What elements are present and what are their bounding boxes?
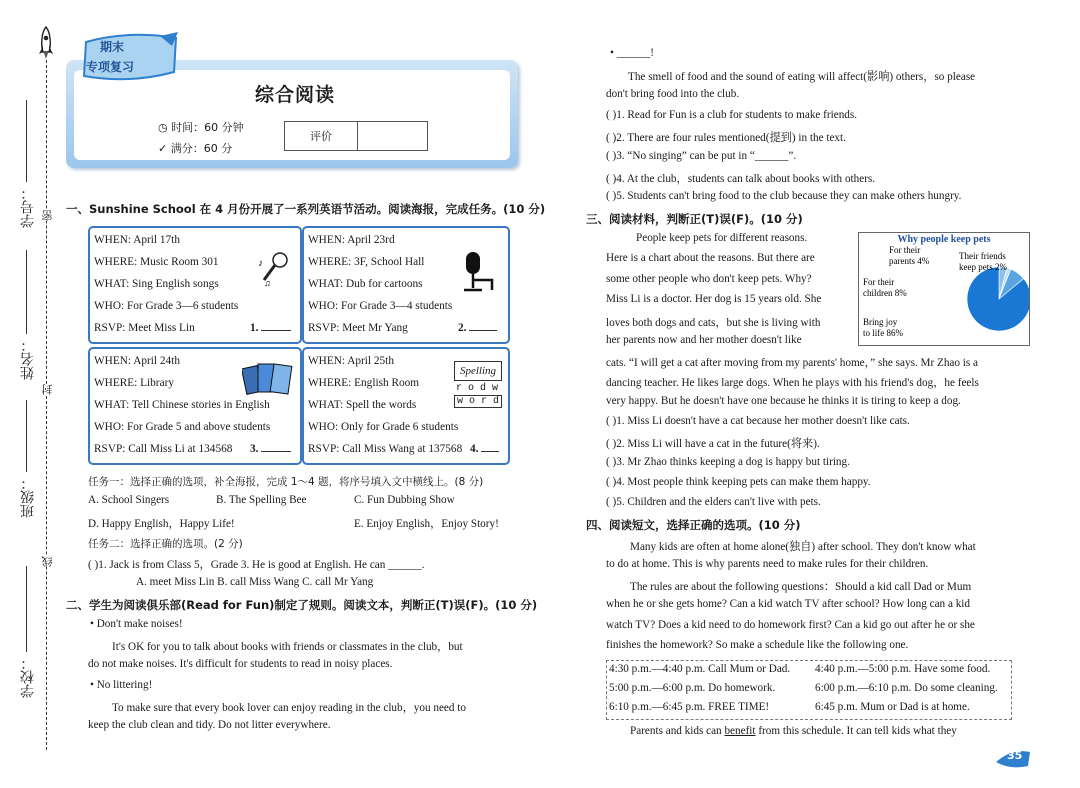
poster1-rsvp: RSVP: Meet Miss Lin xyxy=(94,322,195,334)
pie-label-1: For their xyxy=(889,245,921,255)
pie-label-1: parents 4% xyxy=(889,256,930,266)
option-a: A. School Singers xyxy=(88,494,170,506)
pet-reasons-chart xyxy=(858,232,1030,346)
pie-label-2: Their friends xyxy=(959,251,1006,261)
section1-heading: 一、Sunshine School 在 4 月份开展了一系列英语节活动。阅读海报，完成任务。(10 分) xyxy=(66,202,546,216)
poster-2 xyxy=(302,226,510,344)
scrambled-letters: r o d w xyxy=(456,383,499,394)
poster3-rsvp: RSVP: Call Miss Li at 134568 xyxy=(94,443,233,455)
poster-4 xyxy=(302,347,510,465)
schedule-row2-col1: 5:00 p.m.—6:00 p.m. Do homework. xyxy=(609,682,776,694)
page-title: 综合阅读 xyxy=(254,84,335,106)
task1-instruction: 任务一：选择正确的选项，补全海报，完成 1～4 题，将序号填入文中横线上。(8 分) xyxy=(88,476,484,488)
poster3-what: WHAT: Tell Chinese stories in English xyxy=(94,399,270,411)
pie-svg xyxy=(859,233,1029,345)
cut-sealed-mark: 封 xyxy=(41,384,54,395)
s4-line-6: finishes the homework? So make a schedule like the following one. xyxy=(606,639,909,651)
s3-line-3: some other people who don't keep pets. Why? xyxy=(606,273,812,285)
name-label: 姓名： xyxy=(20,338,36,380)
binding-dash-line xyxy=(46,60,47,750)
poster4-rsvp: RSVP: Call Miss Wang at 137568 xyxy=(308,443,463,455)
s4-line-5: watch TV? Does a kid need to do homework first? Can a kid go out after he or she xyxy=(606,619,975,631)
poster3-where: WHERE: Library xyxy=(94,377,174,389)
pie-label-4: to life 86% xyxy=(863,328,903,338)
pie-label-2: keep pets 2% xyxy=(959,262,1007,272)
rule2-text-b: keep the club clean and tidy. Do not litter everywhere. xyxy=(88,719,331,731)
schedule-table xyxy=(606,660,1012,720)
option-d: D. Happy English，Happy Life! xyxy=(88,518,235,530)
s2-question-3[interactable]: ( )3. “No singing” can be put in “______”. xyxy=(606,150,797,162)
s4-line-4: when he or she gets home? Can a kid watch TV after school? How long can a kid xyxy=(606,598,971,610)
s3-question-3[interactable]: ( )3. Mr Zhao thinks keeping a dog is happy but tiring. xyxy=(606,456,850,468)
badge-line1: 期末 xyxy=(100,40,125,54)
svg-text:♪: ♪ xyxy=(258,258,263,269)
poster-3 xyxy=(88,347,302,465)
rule1-text-a: It's OK for you to talk about books with friends or classmates in the club，but xyxy=(112,641,463,653)
s2-question-1[interactable]: ( )1. Read for Fun is a club for students to make friends. xyxy=(606,109,858,121)
rocket-icon xyxy=(36,26,56,60)
poster2-rsvp: RSVP: Meet Mr Yang xyxy=(308,322,408,334)
class-label: 班级： xyxy=(20,476,36,518)
word-tiles: w o r d xyxy=(454,395,502,408)
rule2-title: • No littering! xyxy=(90,679,153,691)
poster1-when: WHEN: April 17th xyxy=(94,234,180,246)
poster3-answer[interactable]: 3. xyxy=(250,443,291,455)
s3-question-1[interactable]: ( )1. Miss Li doesn't have a cat because her mother doesn't like cats. xyxy=(606,415,910,427)
full-score: ✓ 满分：60 分 xyxy=(158,142,233,155)
s2-question-5[interactable]: ( )5. Students can't bring food to the club because they can make others hungry. xyxy=(606,190,962,202)
pie-label-3: children 8% xyxy=(863,288,907,298)
pie-label-4: Bring joy xyxy=(863,317,898,327)
poster4-who: WHO: Only for Grade 6 students xyxy=(308,421,459,433)
s3-question-2[interactable]: ( )2. Miss Li will have a cat in the future(将来). xyxy=(606,438,820,450)
option-e: E. Enjoy English，Enjoy Story! xyxy=(354,518,499,530)
s3-line-7: cats. “I will get a cat after moving from my parents' home，” she says. Mr Zhao is a xyxy=(606,357,979,369)
task2-instruction: 任务二：选择正确的选项。(2 分) xyxy=(88,538,243,550)
underlined-word: benefit xyxy=(724,725,756,737)
s2-question-2[interactable]: ( )2. There are four rules mentioned(提到) in the text. xyxy=(606,132,846,144)
student-no-field[interactable] xyxy=(26,100,27,182)
poster4-what: WHAT: Spell the words xyxy=(308,399,417,411)
s3-line-5: loves both dogs and cats，but she is living with xyxy=(606,317,821,329)
s3-line-1: People keep pets for different reasons. xyxy=(636,232,808,244)
poster-1 xyxy=(88,226,302,344)
rule3-text-a: The smell of food and the sound of eating will affect(影响) others，so please xyxy=(628,71,976,83)
books-icon xyxy=(242,361,296,399)
poster4-answer[interactable]: 4. xyxy=(470,443,499,455)
option-c: C. Fun Dubbing Show xyxy=(354,494,455,506)
poster2-answer[interactable]: 2. xyxy=(458,322,497,334)
student-no-label: 学号： xyxy=(20,186,36,228)
time-text: 时间：60 分钟 xyxy=(171,121,244,134)
section2-heading: 二、学生为阅读俱乐部(Read for Fun)制定了规则。阅读文本，判断正(T)误(F)。(10 分) xyxy=(66,598,538,612)
schedule-row1-col1: 4:30 p.m.—4:40 p.m. Call Mum or Dad. xyxy=(609,663,791,675)
badge-line2: 专项复习 xyxy=(86,60,135,74)
s3-line-8: dancing teacher. He likes large dogs. When he plays with his friend's dog，he feels xyxy=(606,377,979,389)
chart-title: Why people keep pets xyxy=(897,234,991,245)
studio-mic-icon xyxy=(458,250,502,294)
s3-line-6: her parents now and her mother doesn't like xyxy=(606,334,802,346)
s4-line-7a: Parents and kids can xyxy=(630,725,725,737)
pie-label-3: For their xyxy=(863,277,895,287)
task2-options: A. meet Miss Lin B. call Miss Wang C. call Mr Yang xyxy=(136,576,374,588)
schedule-row2-col2: 6:00 p.m.—6:10 p.m. Do some cleaning. xyxy=(815,682,998,694)
poster4-when: WHEN: April 25th xyxy=(308,355,394,367)
s4-line-7c: from this schedule. It can tell kids what they xyxy=(755,725,957,737)
task2-question[interactable]: ( )1. Jack is from Class 5，Grade 3. He is good at English. He can ______. xyxy=(88,559,425,571)
s4-line-1: Many kids are often at home alone(独自) after school. They don't know what xyxy=(630,541,976,553)
section4-heading: 四、阅读短文，选择正确的选项。(10 分) xyxy=(586,518,801,532)
schedule-row3-col1: 6:10 p.m.—6:45 p.m. FREE TIME! xyxy=(609,701,770,713)
cut-line-mark: 线 xyxy=(41,556,54,567)
s3-line-9: very happy. But he doesn't have one because he thinks it is tiring to keep a dog. xyxy=(606,395,961,407)
microphone-icon xyxy=(256,250,292,288)
poster2-who: WHO: For Grade 3—4 students xyxy=(308,300,453,312)
school-label: 学校： xyxy=(20,656,36,698)
schedule-row1-col2: 4:40 p.m.—5:00 p.m. Have some food. xyxy=(815,663,991,675)
cut-seal-mark: 密 xyxy=(41,210,54,221)
school-field[interactable] xyxy=(26,566,27,652)
full-score-text: 满分：60 分 xyxy=(170,142,233,155)
rule3-blank[interactable]: • ______! xyxy=(610,47,655,59)
poster1-where: WHERE: Music Room 301 xyxy=(94,256,219,268)
s4-line-2: to do at home. This is why parents need to make rules for their children. xyxy=(606,558,929,570)
class-field[interactable] xyxy=(26,400,27,472)
poster1-what: WHAT: Sing English songs xyxy=(94,278,219,290)
s3-question-4[interactable]: ( )4. Most people think keeping pets can make them happy. xyxy=(606,476,871,488)
evaluation-box xyxy=(284,121,428,151)
evaluation-label: 评价 xyxy=(285,122,358,150)
poster3-who: WHO: For Grade 5 and above students xyxy=(94,421,271,433)
s3-question-5[interactable]: ( )5. Children and the elders can't live with pets. xyxy=(606,496,821,508)
spelling-card: Spelling xyxy=(454,361,502,381)
s3-line-4: Miss Li is a doctor. Her dog is 15 years old. She xyxy=(606,293,822,305)
s4-line-7 xyxy=(630,725,957,737)
s4-line-3: The rules are about the following questions：Should a kid call Dad or Mum xyxy=(630,581,972,593)
time-limit: ◷ 时间：60 分钟 xyxy=(158,121,244,134)
s2-question-4[interactable]: ( )4. At the club，students can talk about books with others. xyxy=(606,173,876,185)
poster2-when: WHEN: April 23rd xyxy=(308,234,395,246)
poster1-answer[interactable]: 1. xyxy=(250,322,291,334)
name-field[interactable] xyxy=(26,250,27,334)
svg-text:♫: ♫ xyxy=(264,278,271,288)
rule2-text-a: To make sure that every book lover can enjoy reading in the club，you need to xyxy=(112,702,466,714)
rule3-text-b: don't bring food into the club. xyxy=(606,88,740,100)
option-b: B. The Spelling Bee xyxy=(216,494,307,506)
poster2-where: WHERE: 3F, School Hall xyxy=(308,256,425,268)
poster3-when: WHEN: April 24th xyxy=(94,355,180,367)
poster4-where: WHERE: English Room xyxy=(308,377,420,389)
rule1-text-b: do not make noises. It's difficult for students to read in noisy places. xyxy=(88,658,393,670)
poster1-who: WHO: For Grade 3—6 students xyxy=(94,300,239,312)
schedule-row3-col2: 6:45 p.m. Mum or Dad is at home. xyxy=(815,701,970,713)
s3-line-2: Here is a chart about the reasons. But there are xyxy=(606,252,815,264)
poster2-what: WHAT: Dub for cartoons xyxy=(308,278,423,290)
rule1-title: • Don't make noises! xyxy=(90,618,183,630)
page-number: 35 xyxy=(1007,749,1023,762)
section3-heading: 三、阅读材料，判断正(T)误(F)。(10 分) xyxy=(586,212,803,226)
